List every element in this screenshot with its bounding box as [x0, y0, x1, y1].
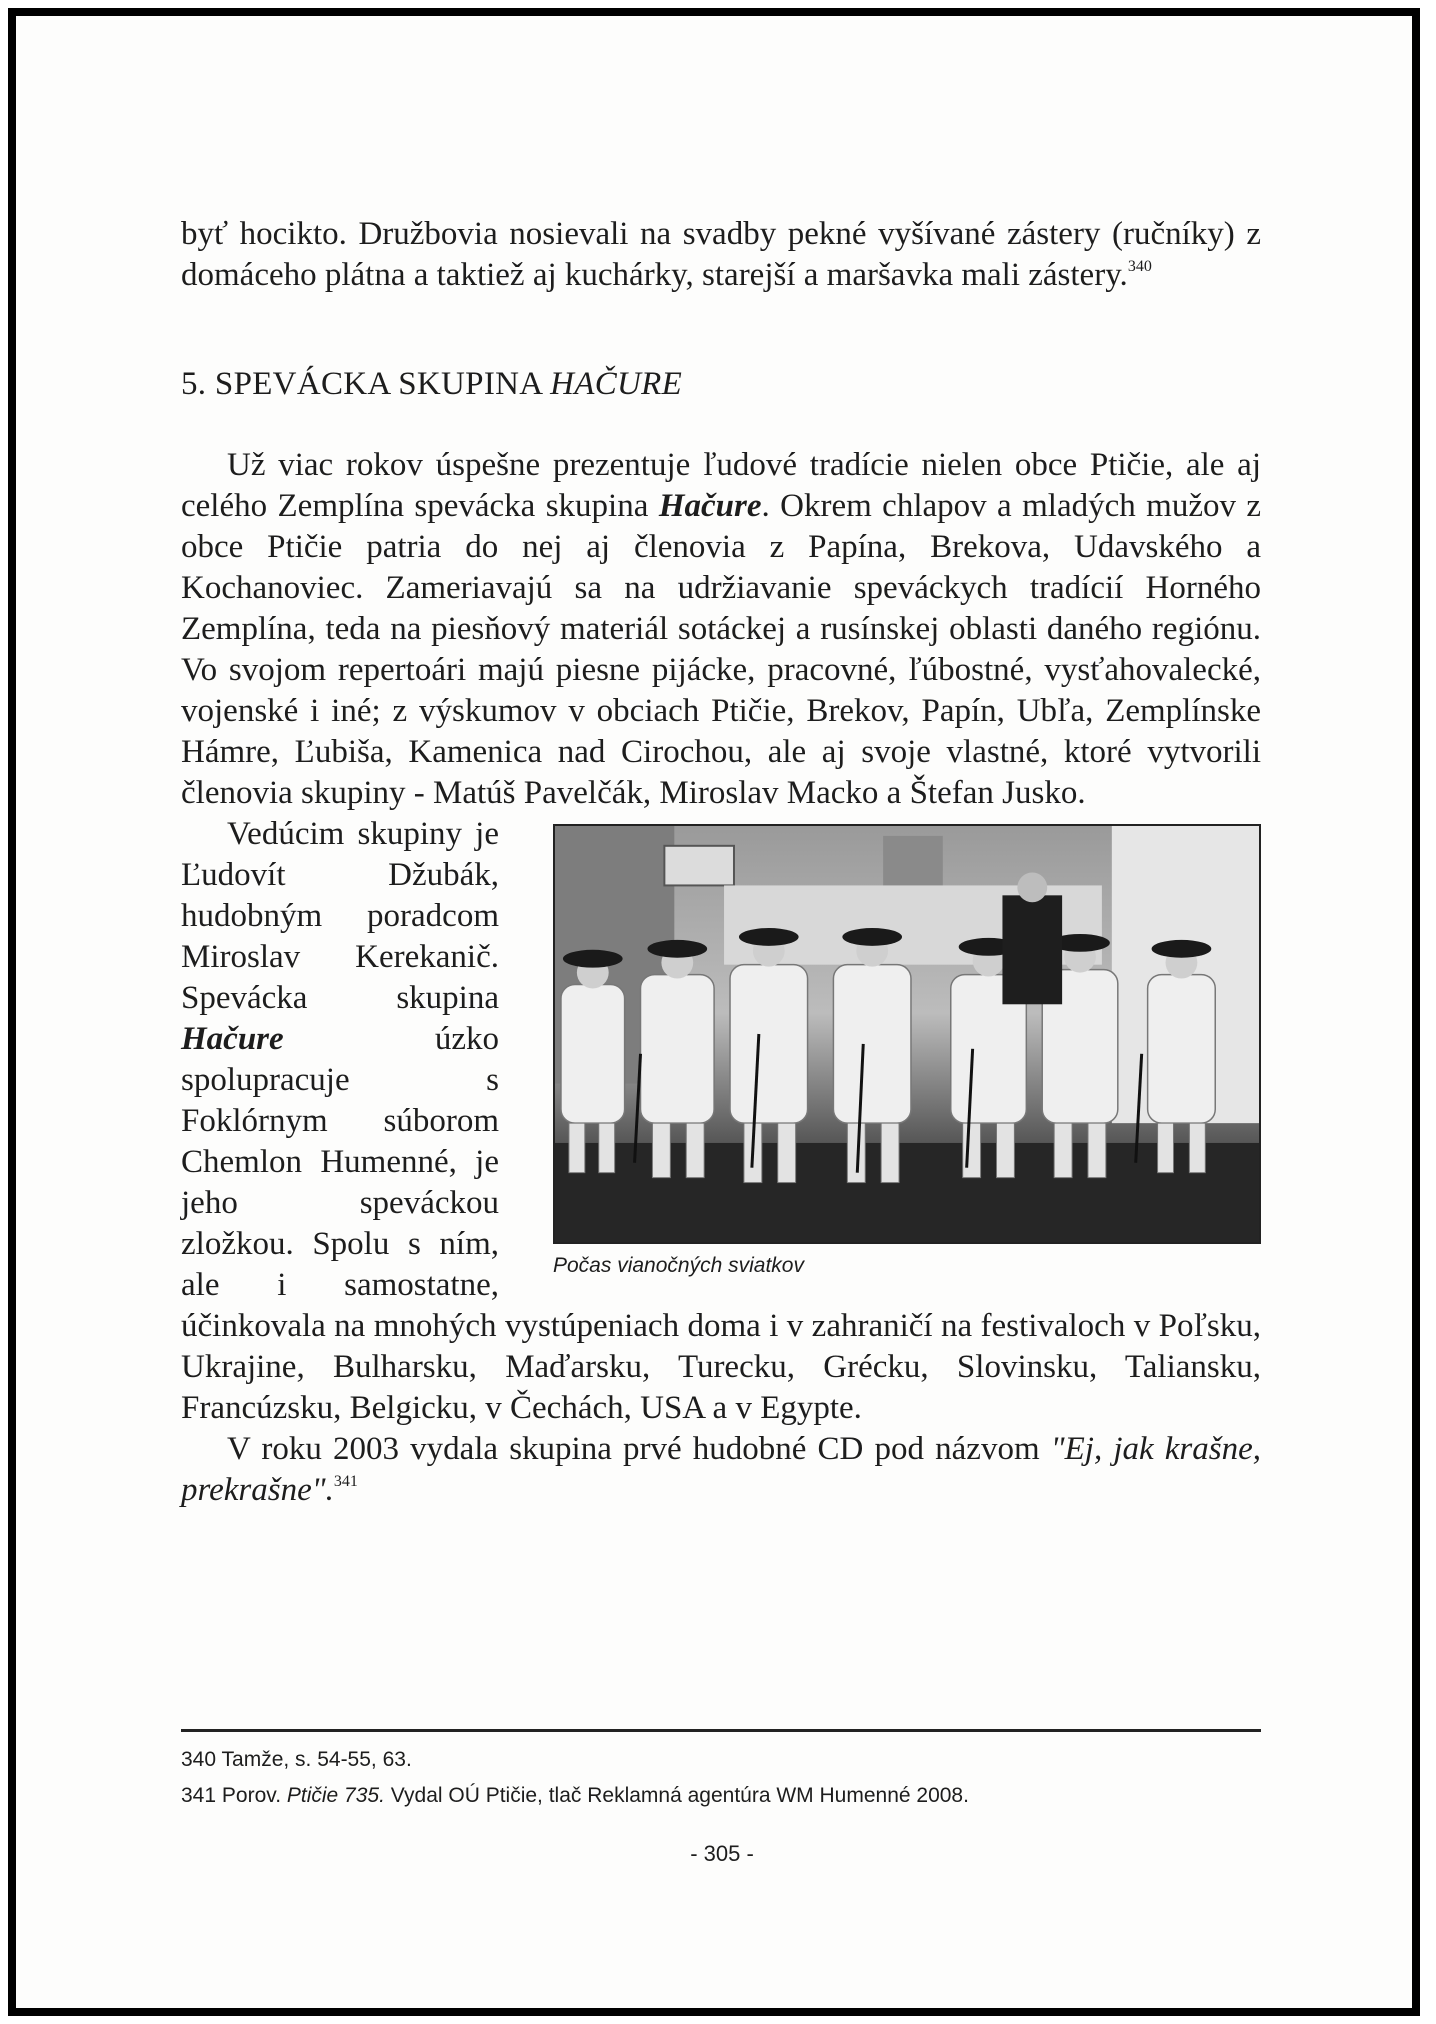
figure-caption: Počas vianočných sviatkov [553, 1254, 804, 1277]
section-heading-italic: HAČURE [550, 366, 683, 402]
footnote-340: 340 Tamže, s. 54-55, 63. [181, 1748, 412, 1771]
footnote-341: 341 Porov. Ptičie 735. Vydal OÚ Ptičie, tlač Reklamná agentúra WM Humenné 2008. [181, 1784, 969, 1807]
group-photo [553, 824, 1261, 1244]
footnote-ref-340: 340 [1127, 258, 1152, 275]
page-number: - 305 - [690, 1841, 754, 1866]
footnote-rule [181, 1729, 1261, 1732]
cd-title: "Ej, jak krašne, prekrašne". [181, 1431, 1262, 1508]
group-name-2: Hačure [181, 1021, 284, 1057]
group-name: Hačure [658, 488, 762, 524]
paragraph-1: Už viac rokov úspešne prezentuje ľudové tradície nielen obce Ptičie, ale aj celého Zemplína spevácka skupina Hačure. Okrem chlapov a mladých mužov z obce Ptičie patria do nej aj členovia z Papína, Brekova, Udavského a Kochanoviec. Zameriavajú sa na udržiavanie speváckych tradícií Horného Zemplína, teda na piesňový materiál sotáckej a rusínskej oblasti daného regiónu. Vo svojom repertoári majú piesne pijácke, pracovné, ľúbostné, vysťahovalecké, vojenské i iné; z výskumov v obciach Ptičie, Brekov, Papín, Ubľa, Zemplínske Hámre, Ľubiša, Kamenica nad Cirochou, ale aj svoje vlastné, ktoré vytvorili členovia skupiny - Matúš Pavelčák, Miroslav Macko a Štefan Jusko. [181, 447, 1262, 811]
paragraph-3: V roku 2003 vydala skupina prvé hudobné CD pod názvom "Ej, jak krašne, prekrašne".$^{341}$ [181, 1431, 1262, 1508]
footnote-ref-341: 341 [333, 1473, 358, 1490]
footnotes [181, 1742, 1281, 1814]
figure [513, 824, 1261, 1280]
section-heading: 5. SPEVÁCKA SKUPINA HAČURE [181, 366, 683, 402]
intro-paragraph: byť hocikto. Družbovia nosievali na svadby pekné vyšívané zástery (ručníky) z domáceho plátna a taktiež aj kuchárky, starejší a maršavka mali zástery.$^{340}$ [181, 216, 1261, 293]
book-page [8, 8, 1420, 2016]
paragraph-2: Vedúcim skupiny je Ľudovít Džubák, hudobným poradcom Miroslav Kerekanič. Spevácka skupina Hačure úzko spolupracuje s Foklórnym súborom Chemlon Humenné, je jeho speváckou zložkou. Spolu s ním, ale i samostatne, účinkovala na mnohých vystúpeniach doma i v zahraničí na festivaloch v Poľsku, Ukrajine, Bulharsku, Maďarsku, Turecku, Grécku, Slovinsku, Taliansku, Francúzsku, Belgicku, v Čechách, USA a v Egypte. [181, 816, 1261, 1426]
text-column [181, 214, 1261, 1511]
